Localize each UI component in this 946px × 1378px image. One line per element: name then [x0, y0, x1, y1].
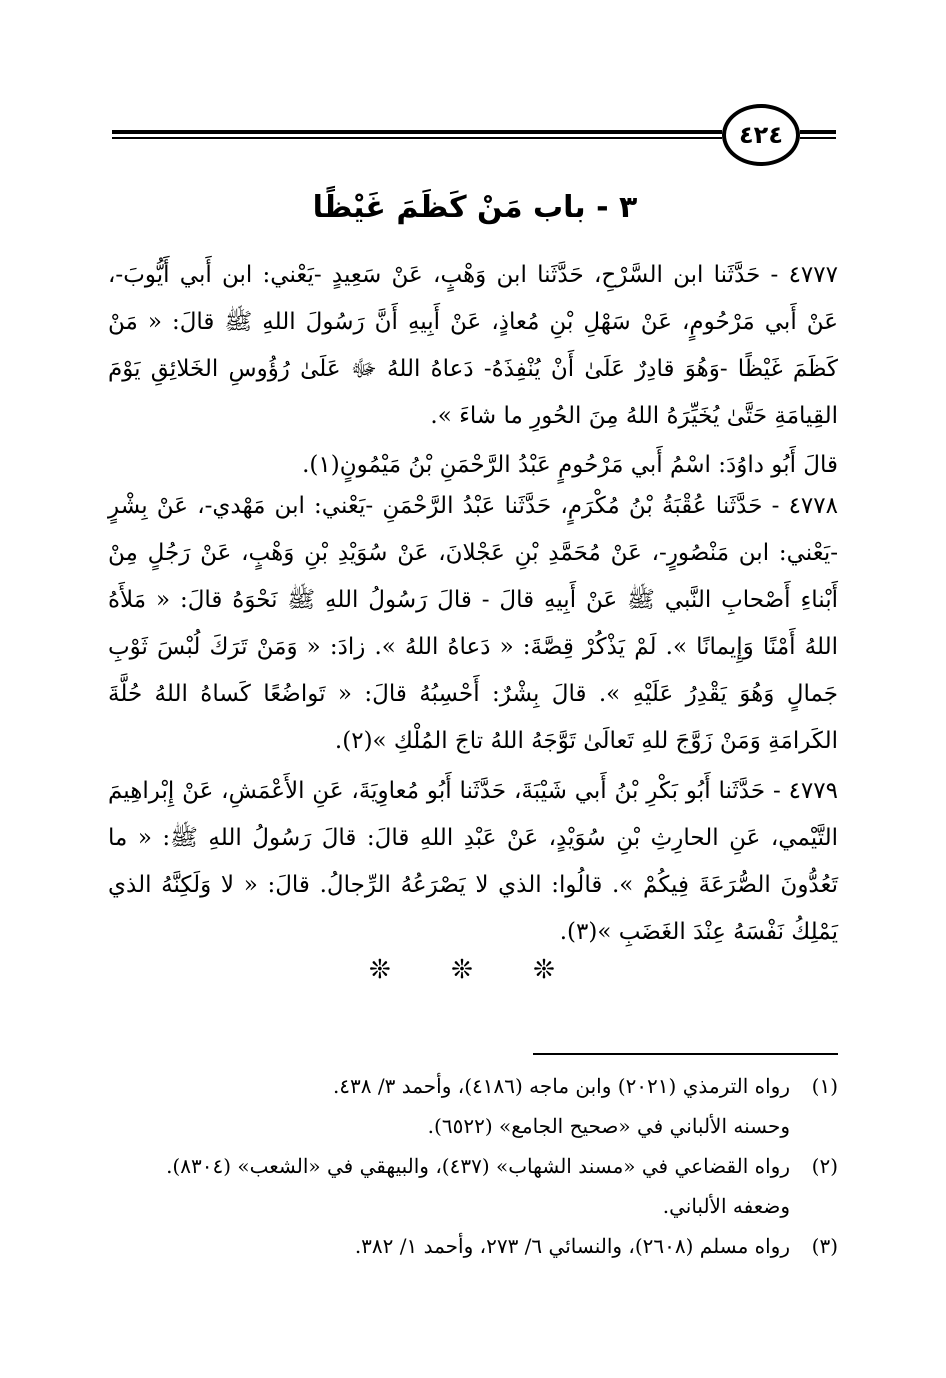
header-rule — [112, 130, 722, 134]
footnote-number: (٣) — [811, 1234, 838, 1258]
hadith-4778 — [108, 483, 838, 765]
note-text: قالَ أَبُو داوُدَ: اسْمُ أَبي مَرْحُومٍ عَبْدُ الرَّحْمَنِ بْنُ مَيْمُونٍ(١). — [302, 452, 838, 478]
hadith-text: ٤٧٧٩ - حَدَّثَنا أَبُو بَكْرِ بْنُ أَبي شَيْبَةَ، حَدَّثَنا أَبُو مُعاوِيَةَ، عَنِ الأَعْمَشِ، عَنْ إِبْراهِيمَ التَّيْمي، عَنِ الحارِثِ بْنِ سُوَيْدٍ، عَنْ عَبْدِ اللهِ قالَ: قالَ رَسُولُ اللهِ ﷺ: « ما تَعُدُّونَ الصُّرَعَةَ فِيكُمْ ». قالُوا: الذي لا يَصْرَعُهُ الرِّجالُ. قالَ: « لا وَلَكِنَّهُ الذي يَمْلِكُ نَفْسَهُ عِنْدَ الغَضَبِ »(٣). — [108, 778, 838, 945]
footnote-line: وضعفه الألباني. — [662, 1194, 790, 1218]
header-rule-tail-thin — [800, 137, 836, 139]
header-rule-tail — [800, 130, 836, 134]
section-separator: ❊ ❊ ❊ — [369, 955, 581, 985]
chapter-title: ٣ - باب مَنْ كَظَمَ غَيْظًا — [312, 190, 638, 225]
footnote-number: (١) — [811, 1074, 838, 1098]
hadith-text: ٤٧٧٨ - حَدَّثَنا عُقْبَةُ بْنُ مُكْرَمٍ، حَدَّثَنا عَبْدُ الرَّحْمَنِ -يَعْني: ابن مَهْدي-، عَنْ بِشْرٍ -يَعْني: ابن مَنْصُورٍ-، عَنْ مُحَمَّدِ بْنِ عَجْلانَ، عَنْ سُوَيْدِ بْنِ وَهْبٍ، عَنْ رَجُلٍ مِنْ أَبْناءِ أَصْحابِ النَّبي ﷺ عَنْ أَبِيهِ قالَ - قالَ رَسُولُ اللهِ ﷺ نَحْوَهُ قالَ: « مَلأَهُ اللهُ أَمْنًا وَإِيمانًا ». لَمْ يَذْكُرْ قِصَّةَ: « دَعاهُ اللهُ ». زادَ: « وَمَنْ تَرَكَ لُبْسَ ثَوْبِ جَمالٍ وَهُوَ يَقْدِرُ عَلَيْهِ ». قالَ بِشْرٌ: أَحْسِبُهُ قالَ: « تَواضُعًا كَساهُ اللهُ حُلَّةَ الكَرامَةِ وَمَنْ زَوَّجَ للهِ تَعالَىٰ تَوَّجَهُ اللهُ تاجَ المُلْكِ »(٢). — [108, 493, 838, 754]
footnote-line: رواه مسلم (٢٦٠٨)، والنسائي ٦/ ٢٧٣، وأحمد ١/ ٣٨٢. — [354, 1234, 790, 1258]
footnote-line: رواه الترمذي (٢٠٢١) وابن ماجه (٤١٨٦)، وأحمد ٣/ ٤٣٨. — [332, 1074, 790, 1098]
footnote-3 — [108, 1226, 838, 1266]
hadith-text: ٤٧٧٧ - حَدَّثَنا ابن السَّرْحِ، حَدَّثَنا ابن وَهْبٍ، عَنْ سَعِيدٍ -يَعْني: ابن أَبي أَيُّوبَ-، عَنْ أَبي مَرْحُومٍ، عَنْ سَهْلِ بْنِ مُعاذٍ، عَنْ أَبِيهِ أَنَّ رَسُولَ اللهِ ﷺ قالَ: « مَنْ كَظَمَ غَيْظًا -وَهُوَ قادِرٌ عَلَىٰ أَنْ يُنْفِذَهُ- دَعاهُ اللهُ ﷻ عَلَىٰ رُؤُوسِ الخَلائِقِ يَوْمَ القِيامَةِ حَتَّىٰ يُخَيِّرَهُ اللهُ مِنَ الحُورِ ما شاءَ ». — [108, 262, 838, 429]
footnote-1 — [108, 1066, 838, 1146]
abu-dawud-note — [108, 442, 838, 489]
footnotes — [108, 1066, 838, 1266]
footnote-number: (٢) — [811, 1154, 838, 1178]
footnote-line: رواه القضاعي في «مسند الشهاب» (٤٣٧)، والبيهقي في «الشعب» (٨٣٠٤). — [166, 1154, 790, 1178]
page-number: ٤٢٤ — [722, 104, 800, 166]
footnote-line: وحسنه الألباني في «صحيح الجامع» (٦٥٢٢). — [427, 1114, 790, 1138]
hadith-4777 — [108, 252, 838, 440]
hadith-4779 — [108, 768, 838, 956]
footnote-rule — [533, 1053, 838, 1055]
footnote-2 — [108, 1146, 838, 1226]
header-rule-thin — [112, 137, 722, 139]
